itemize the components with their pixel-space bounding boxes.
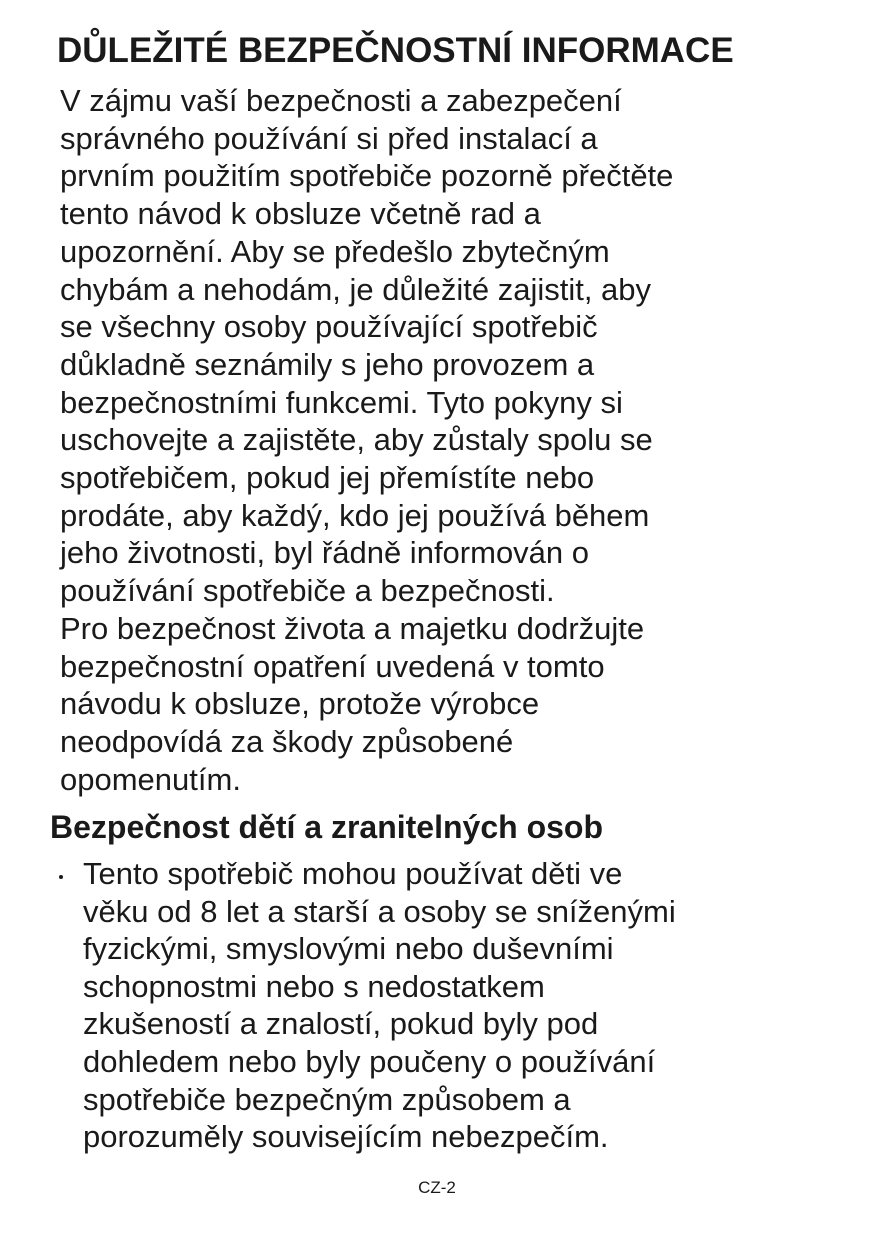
page-number: CZ-2: [418, 1178, 456, 1197]
bullet-line: schopnostmi nebo s nedostatkem: [83, 968, 545, 1004]
page-title: DŮLEŽITÉ BEZPEČNOSTNÍ INFORMACE: [57, 31, 734, 70]
intro-line: tento návod k obsluze včetně rad a: [60, 196, 541, 232]
intro-line: upozornění. Aby se předešlo zbytečným: [60, 233, 610, 269]
intro-line: V zájmu vaší bezpečnosti a zabezpečení: [60, 83, 622, 118]
bullet-line: zkušeností a znalostí, pokud byly pod: [83, 1006, 599, 1042]
section-heading: Bezpečnost dětí a zranitelných osob: [50, 809, 603, 845]
intro-paragraph: [60, 82, 850, 798]
intro-line: se všechny osoby používající spotřebič: [60, 309, 598, 345]
intro-line: prodáte, aby každý, kdo jej používá během: [60, 497, 650, 533]
intro-line: uschovejte a zajistěte, aby zůstaly spolu se: [60, 422, 653, 458]
intro-line: návodu k obsluze, protože výrobce: [60, 686, 540, 722]
intro-line: jeho životnosti, byl řádně informován o: [60, 535, 590, 571]
intro-line: opomenutím.: [60, 761, 241, 797]
intro-line: spotřebičem, pokud jej přemístíte nebo: [60, 460, 595, 496]
intro-line: správného používání si před instalací a: [60, 120, 598, 156]
intro-line: důkladně seznámily s jeho provozem a: [60, 346, 595, 382]
bullet-line: Tento spotřebič mohou používat děti ve: [83, 856, 623, 891]
bullet-line: porozuměly souvisejícím nebezpečím.: [83, 1119, 609, 1155]
intro-line: neodpovídá za škody způsobené: [60, 723, 514, 759]
bullet-line: fyzickými, smyslovými nebo duševními: [83, 931, 614, 967]
intro-line: bezpečnostními funkcemi. Tyto pokyny si: [60, 384, 623, 420]
bullet-dot-icon: [59, 875, 63, 879]
intro-line: prvním použitím spotřebiče pozorně přečtěte: [60, 158, 674, 194]
bullet-line: spotřebiče bezpečným způsobem a: [83, 1081, 571, 1117]
list-item: [50, 855, 850, 1156]
bullet-list: [50, 855, 850, 1156]
intro-line: používání spotřebiče a bezpečnosti.: [60, 573, 555, 609]
bullet-line: věku od 8 let a starší a osoby se sníženými: [83, 893, 676, 929]
bullet-line: dohledem nebo byly poučeny o používání: [83, 1043, 656, 1079]
intro-line: bezpečnostní opatření uvedená v tomto: [60, 648, 605, 684]
intro-line: Pro bezpečnost života a majetku dodržujte: [60, 610, 645, 646]
intro-line: chybám a nehodám, je důležité zajistit, aby: [60, 271, 652, 307]
